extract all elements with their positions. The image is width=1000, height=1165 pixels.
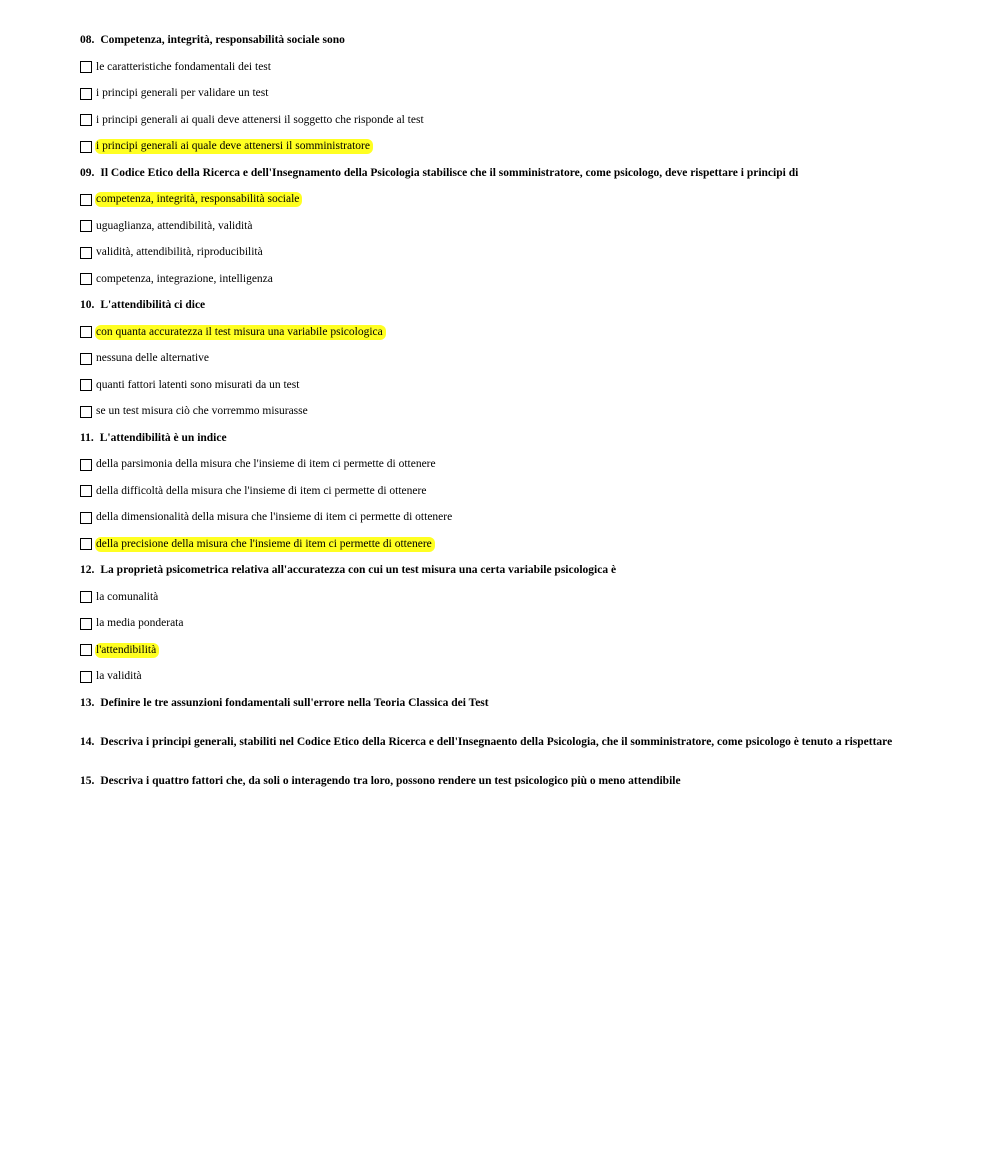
- answer-checkbox[interactable]: [80, 512, 92, 524]
- answer-text: uguaglianza, attendibilità, validità: [96, 219, 253, 232]
- answer-option[interactable]: [80, 271, 920, 287]
- answer-option-highlighted[interactable]: [80, 642, 920, 658]
- answer-checkbox[interactable]: [80, 353, 92, 365]
- answer-text: della parsimonia della misura che l'insieme di item ci permette di ottenere: [96, 458, 436, 470]
- answer-option-highlighted[interactable]: [80, 139, 920, 155]
- answer-checkbox[interactable]: [80, 88, 92, 100]
- answer-checkbox[interactable]: [80, 671, 92, 683]
- answer-option[interactable]: [80, 351, 920, 367]
- answer-checkbox[interactable]: [80, 247, 92, 259]
- answer-text: la media ponderata: [96, 617, 184, 629]
- answer-checkbox[interactable]: [80, 194, 92, 206]
- open-question-14: [80, 736, 920, 749]
- answer-option-highlighted[interactable]: [80, 536, 920, 552]
- question-11: [80, 432, 920, 553]
- question-text: L'attendibilità ci dice: [100, 299, 206, 311]
- question-title: [80, 167, 920, 180]
- question-text: Il Codice Etico della Ricerca e dell'Insegnamento della Psicologia stabilisce che il somministratore, come psicologo, deve rispettare i principi di: [100, 166, 799, 179]
- question-number: 13.: [80, 696, 95, 709]
- question-08: [80, 34, 920, 155]
- answer-checkbox[interactable]: [80, 485, 92, 497]
- question-title: [80, 564, 920, 577]
- answer-checkbox[interactable]: [80, 273, 92, 285]
- answer-text: quanti fattori latenti sono misurati da un test: [96, 378, 300, 391]
- answer-text: della difficoltà della misura che l'insieme di item ci permette di ottenere: [96, 484, 427, 497]
- question-title: [80, 34, 920, 47]
- answer-checkbox[interactable]: [80, 61, 92, 73]
- answer-option[interactable]: [80, 377, 920, 393]
- answer-text: i principi generali per validare un test: [96, 87, 269, 99]
- answer-option[interactable]: [80, 483, 920, 499]
- answer-option[interactable]: [80, 112, 920, 128]
- answer-text: le caratteristiche fondamentali dei test: [96, 60, 271, 73]
- question-title: [80, 299, 920, 312]
- answer-option[interactable]: [80, 59, 920, 75]
- answer-option[interactable]: [80, 589, 920, 605]
- answer-checkbox[interactable]: [80, 591, 92, 603]
- question-number: 08.: [80, 34, 95, 46]
- question-12: [80, 564, 920, 685]
- question-number: 10.: [80, 299, 95, 311]
- open-question-15: [80, 775, 920, 788]
- answer-checkbox[interactable]: [80, 141, 92, 153]
- answer-text: con quanta accuratezza il test misura una variabile psicologica: [95, 325, 386, 340]
- question-text: Competenza, integrità, responsabilità sociale sono: [100, 34, 345, 46]
- quiz-page: [80, 34, 920, 814]
- answer-text: se un test misura ciò che vorremmo misurasse: [96, 405, 308, 417]
- answer-option-highlighted[interactable]: [80, 192, 920, 208]
- question-number: 11.: [80, 431, 94, 444]
- answer-option-highlighted[interactable]: [80, 324, 920, 340]
- question-number: 14.: [80, 735, 95, 748]
- answer-checkbox[interactable]: [80, 644, 92, 656]
- question-number: 12.: [80, 564, 95, 576]
- answer-checkbox[interactable]: [80, 406, 92, 418]
- question-10: [80, 299, 920, 420]
- answer-option[interactable]: [80, 510, 920, 526]
- question-text: La proprietà psicometrica relativa all'accuratezza con cui un test misura una certa variabile psicologica è: [100, 564, 617, 576]
- answer-checkbox[interactable]: [80, 114, 92, 126]
- answer-text: validità, attendibilità, riproducibilità: [96, 246, 263, 258]
- question-title: [80, 432, 920, 445]
- question-text: Descriva i quattro fattori che, da soli o interagendo tra loro, possono rendere un test psicologico più o meno attendibile: [100, 774, 681, 787]
- question-text: Definire le tre assunzioni fondamentali sull'errore nella Teoria Classica dei Test: [100, 696, 489, 709]
- answer-text: la comunalità: [96, 590, 159, 603]
- answer-option[interactable]: [80, 669, 920, 685]
- question-number: 09.: [80, 166, 95, 179]
- answer-text: i principi generali ai quali deve attenersi il soggetto che risponde al test: [96, 113, 424, 126]
- question-text: L'attendibilità è un indice: [99, 431, 227, 444]
- answer-option[interactable]: [80, 86, 920, 102]
- answer-option[interactable]: [80, 616, 920, 632]
- answer-text: della dimensionalità della misura che l'insieme di item ci permette di ottenere: [96, 511, 453, 523]
- answer-option[interactable]: [80, 245, 920, 261]
- answer-checkbox[interactable]: [80, 618, 92, 630]
- answer-checkbox[interactable]: [80, 379, 92, 391]
- answer-checkbox[interactable]: [80, 326, 92, 338]
- question-09: [80, 167, 920, 288]
- answer-checkbox[interactable]: [80, 459, 92, 471]
- answer-text: competenza, integrità, responsabilità sociale: [95, 192, 302, 207]
- answer-checkbox[interactable]: [80, 220, 92, 232]
- question-text: Descriva i principi generali, stabiliti nel Codice Etico della Ricerca e dell'Insegnaento della Psicologia, che il somministratore, come psicologo è tenuto a rispettare: [100, 735, 893, 748]
- answer-text: i principi generali ai quale deve attenersi il somministratore: [95, 139, 373, 154]
- answer-text: l'attendibilità: [95, 643, 159, 658]
- answer-text: della precisione della misura che l'insieme di item ci permette di ottenere: [95, 537, 435, 552]
- answer-option[interactable]: [80, 457, 920, 473]
- answer-text: nessuna delle alternative: [96, 352, 210, 364]
- answer-option[interactable]: [80, 218, 920, 234]
- answer-text: competenza, integrazione, intelligenza: [96, 272, 273, 285]
- answer-checkbox[interactable]: [80, 538, 92, 550]
- open-question-13: [80, 697, 920, 710]
- question-number: 15.: [80, 774, 95, 787]
- answer-text: la validità: [96, 670, 142, 682]
- answer-option[interactable]: [80, 404, 920, 420]
